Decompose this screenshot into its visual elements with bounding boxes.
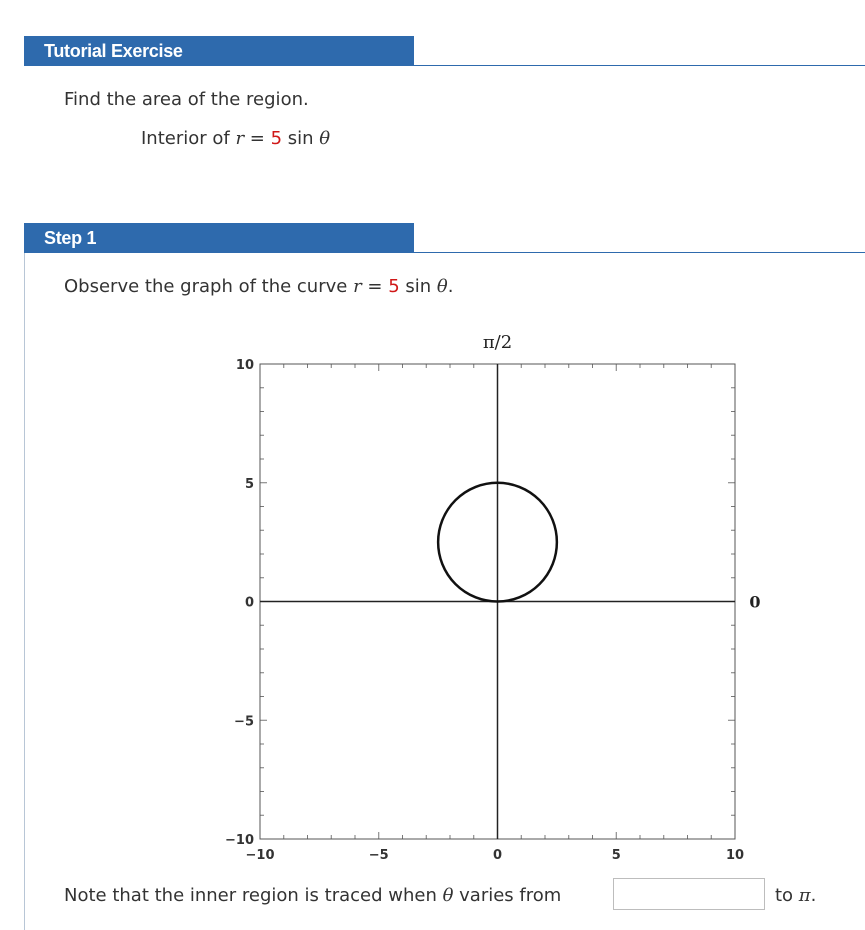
period: . xyxy=(447,276,454,297)
r-variable: r xyxy=(353,276,362,297)
equals-sign: = xyxy=(361,276,389,297)
y-tick-label: 5 xyxy=(244,476,254,492)
coefficient-5: 5 xyxy=(388,276,400,297)
theta-start-answer-input[interactable] xyxy=(613,878,765,910)
sin-text: sin xyxy=(399,276,437,297)
x-tick-label: 5 xyxy=(611,848,621,863)
problem-equation xyxy=(141,128,330,149)
y-tick-label: −5 xyxy=(234,714,254,730)
sin-text: sin xyxy=(282,128,320,149)
angle-label-pi-over-2: π/2 xyxy=(482,332,513,353)
theta-symbol: θ xyxy=(436,276,448,297)
tutorial-header-rule xyxy=(414,65,865,66)
y-tick-label: 10 xyxy=(235,358,254,373)
note-prefix: Note that the inner region is traced when xyxy=(64,885,443,906)
theta-symbol: θ xyxy=(319,128,331,149)
x-tick-label: 10 xyxy=(725,848,745,863)
interior-prefix: Interior of xyxy=(141,128,236,149)
note-text xyxy=(64,885,561,906)
coefficient-5: 5 xyxy=(270,128,283,149)
equals-sign: = xyxy=(244,128,271,149)
note-suffix: to xyxy=(775,885,799,906)
observe-text xyxy=(64,276,453,297)
y-tick-label: 0 xyxy=(244,595,254,611)
x-tick-label: −10 xyxy=(245,848,275,863)
angle-label-0: 0 xyxy=(749,592,761,612)
pi-symbol: π xyxy=(798,885,811,906)
polar-graph xyxy=(215,322,775,874)
tutorial-exercise-header: Tutorial Exercise xyxy=(24,36,414,66)
y-tick-label: −10 xyxy=(225,833,254,848)
x-tick-label: −5 xyxy=(368,848,389,863)
observe-prefix: Observe the graph of the curve xyxy=(64,276,354,297)
problem-prompt: Find the area of the region. xyxy=(64,89,309,110)
x-tick-label: 0 xyxy=(492,848,503,863)
step-1-header: Step 1 xyxy=(24,223,414,253)
theta-symbol: θ xyxy=(442,885,454,906)
note-suffix-text xyxy=(775,885,816,906)
note-mid: varies from xyxy=(453,885,562,906)
r-variable: r xyxy=(235,128,245,149)
note-end: . xyxy=(810,885,817,906)
